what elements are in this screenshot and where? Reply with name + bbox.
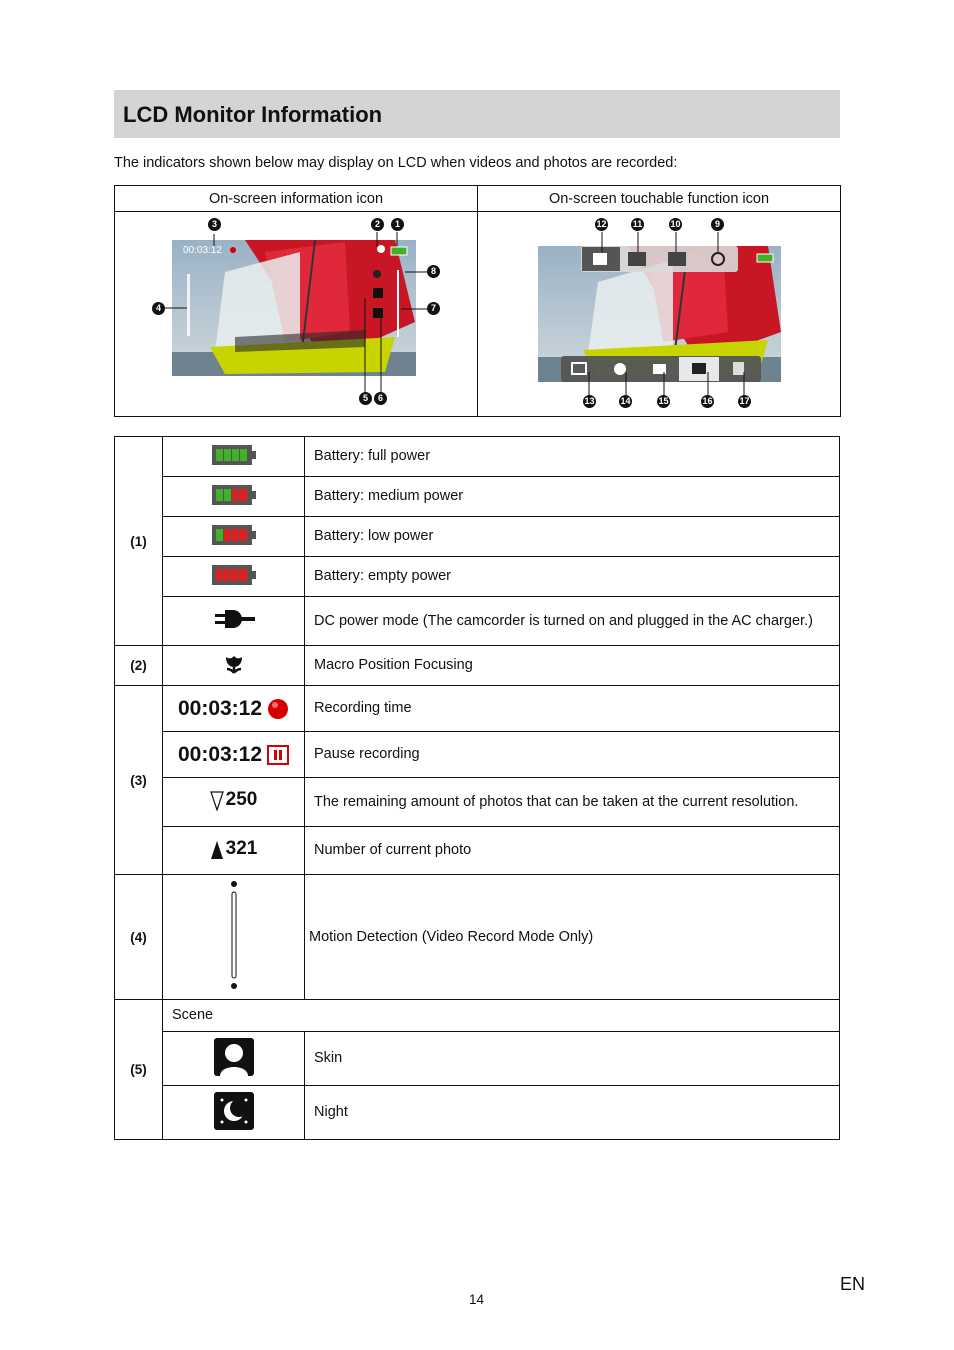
- table-cell: The remaining amount of photos that can be taken at the current resolution.: [305, 778, 840, 827]
- recording-time-cell: [163, 686, 305, 732]
- info-screen-illustration: [115, 212, 477, 416]
- marker-13: 13: [584, 396, 595, 406]
- remaining-photos-cell: [163, 778, 305, 827]
- current-photo-cell: [163, 827, 305, 875]
- table-cell: Battery: empty power: [305, 557, 840, 597]
- table-row: [115, 646, 840, 686]
- marker-7: 7: [427, 302, 440, 315]
- marker-11: 11: [632, 219, 643, 229]
- table-cell: Pause recording: [305, 732, 840, 778]
- group-number: (5): [115, 1000, 163, 1140]
- remaining-count-text: 250: [225, 789, 258, 810]
- battery-low-icon: [163, 517, 305, 557]
- battery-medium-icon: [163, 477, 305, 517]
- table-row: [115, 1086, 840, 1140]
- marker-1: 1: [391, 218, 404, 231]
- table-cell: Night: [305, 1086, 840, 1140]
- triangle-up-icon: [210, 840, 224, 860]
- table-cell: DC power mode (The camcorder is turned on and plugged in the AC charger.): [305, 597, 840, 646]
- touch-screen-cell: [478, 212, 841, 417]
- language-label: EN: [840, 1274, 866, 1294]
- marker-5: 5: [359, 392, 372, 405]
- pause-icon: [267, 745, 289, 765]
- table-row: [115, 875, 840, 1000]
- scene-skin-icon: [163, 1032, 305, 1086]
- table-row: [115, 778, 840, 827]
- table-cell: Battery: low power: [305, 517, 840, 557]
- group-number: (1): [115, 437, 163, 646]
- battery-empty-icon: [163, 557, 305, 597]
- table-row: [115, 557, 840, 597]
- page-title: LCD Monitor Information: [123, 102, 383, 127]
- page-number: 14: [469, 1292, 485, 1307]
- table-cell: Battery: medium power: [305, 477, 840, 517]
- table-cell: Macro Position Focusing: [305, 646, 840, 686]
- marker-10: 10: [670, 219, 681, 229]
- recording-time-text: 00:03:12: [177, 696, 263, 720]
- marker-14: 14: [620, 396, 631, 406]
- record-dot-icon: [267, 698, 289, 720]
- marker-6: 6: [374, 392, 387, 405]
- marker-12: 12: [596, 219, 607, 229]
- marker-4: 4: [152, 302, 165, 315]
- col-info-icon-header: On-screen information icon: [115, 186, 478, 212]
- touch-screen-illustration: [478, 212, 840, 416]
- table-cell: Motion Detection (Video Record Mode Only): [305, 875, 840, 1000]
- table-cell: Recording time: [305, 686, 840, 732]
- table-row: [115, 437, 840, 477]
- table-cell: Battery: full power: [305, 437, 840, 477]
- scene-heading: Scene: [163, 1000, 840, 1032]
- table-row: [115, 517, 840, 557]
- marker-17: 17: [739, 396, 750, 406]
- group-number: (2): [115, 646, 163, 686]
- marker-16: 16: [702, 396, 713, 406]
- motion-detection-icon: [163, 875, 305, 1000]
- table-row: [115, 686, 840, 732]
- marker-9: 9: [711, 218, 724, 231]
- table-row: [115, 1000, 840, 1032]
- svg-text:00:03:12: 00:03:12: [183, 245, 222, 256]
- group-number: (3): [115, 686, 163, 875]
- battery-full-icon: [163, 437, 305, 477]
- marker-2: 2: [371, 218, 384, 231]
- table-row: [115, 827, 840, 875]
- macro-flower-icon: [163, 646, 305, 686]
- screen-diagram-table: [114, 185, 841, 417]
- table-cell: Skin: [305, 1032, 840, 1086]
- marker-3: 3: [208, 218, 221, 231]
- section-header: [114, 90, 840, 138]
- current-count-text: 321: [225, 837, 258, 859]
- pause-time-cell: [163, 732, 305, 778]
- table-row: [115, 597, 840, 646]
- pause-time-text: 00:03:12: [177, 742, 263, 766]
- triangle-down-icon: [210, 791, 224, 811]
- table-row: [115, 477, 840, 517]
- marker-15: 15: [658, 396, 669, 406]
- info-screen-cell: [115, 212, 478, 417]
- marker-8: 8: [427, 265, 440, 278]
- intro-text: The indicators shown below may display on LCD when videos and photos are recorded:: [114, 155, 678, 171]
- col-touch-icon-header: On-screen touchable function icon: [478, 186, 841, 212]
- dc-power-plug-icon: [163, 597, 305, 646]
- table-cell: Number of current photo: [305, 827, 840, 875]
- table-row: [115, 1032, 840, 1086]
- legend-table: [114, 436, 840, 1140]
- table-row: [115, 732, 840, 778]
- scene-night-icon: [163, 1086, 305, 1140]
- group-number: (4): [115, 875, 163, 1000]
